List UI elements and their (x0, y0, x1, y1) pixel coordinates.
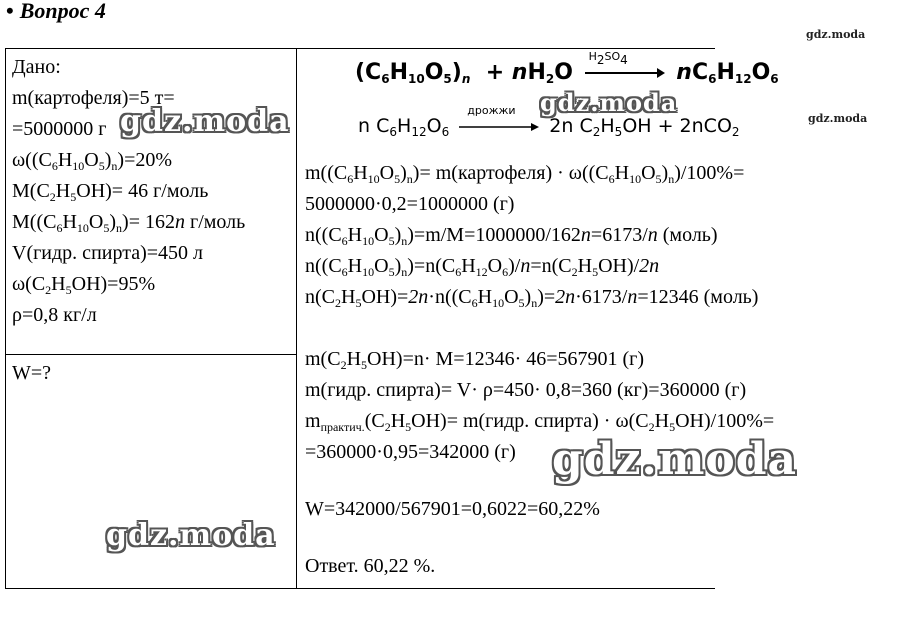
watermark-big: gdz.moda (106, 518, 276, 553)
fermentation-equation: n $C_6H_{12}O_6$ дрожжи 2n $C_2H_5OH + 2nCO_2$ (358, 103, 740, 139)
given-label: Дано: (12, 56, 61, 78)
solution-result: W=342000/567901=0,6022=60,22% (305, 498, 600, 520)
watermark-small: gdz.moda (806, 28, 866, 41)
given-mass-potato: m(картофеля)=5 т= (12, 87, 175, 109)
given-omega-ethanol: $\omega(C_2H_5OH)=95\%$ (12, 273, 156, 297)
given-molar-ethanol: $M(C_2H_5OH)= 46$ г/моль (12, 180, 209, 204)
reaction-arrow: дрожжи (459, 117, 539, 137)
watermark-big: gdz.moda (120, 104, 290, 139)
solution-line: $m(C_2H_5OH)=n\cdot M=12346\cdot 46=567901$ (г) (305, 348, 645, 372)
watermark-big: gdz.moda (540, 88, 678, 117)
bullet: • (6, 0, 14, 23)
reaction-arrow: $H_2SO_4$ (585, 63, 665, 83)
solution-line: m(гидр. спирта)= V· ρ=450· 0,8=360 (кг)=360000 (г) (305, 379, 747, 401)
question-title: Вопрос 4 (19, 0, 106, 23)
solution-line: $n((C_6H_{10}O_5)_n)=m/M=1000000/162n=6173/n$ (моль) (305, 224, 718, 248)
find-label: W=? (12, 362, 52, 384)
given-density: ρ=0,8 кг/л (12, 304, 97, 326)
solution-line: $n(C_2H_5OH)=2n\cdot n((C_6H_{10}O_5)_n)=2n\cdot 6173/n=12346$ (моль) (305, 286, 759, 310)
watermark-small: gdz.moda (808, 112, 868, 125)
given-volume: V(гидр. спирта)=450 л (12, 242, 203, 264)
given-omega-starch: $\omega((C_6H_{10}O_5)_n)=20\%$ (12, 149, 173, 173)
solution-line: $m((C_6H_{10}O_5)_n)=$ m(картофеля) · $\omega((C_6H_{10}O_5)_n)/100\%=$ (305, 162, 745, 186)
solution-line: $m_{практич.}(C_2H_5OH)=$ m(гидр. спирта) · $\omega(C_2H_5OH)/100\%=$ (305, 410, 775, 434)
question-heading (6, 0, 106, 24)
table-bottom-border (5, 588, 715, 589)
given-section (12, 52, 245, 331)
solution-line: =360000·0,95=342000 (г) (305, 441, 516, 463)
watermark-big: gdz.moda (552, 434, 798, 485)
given-molar-starch: $M((C_6H_{10}O_5)_n)= 162n$ г/моль (12, 211, 246, 235)
given-mass-potato-grams: =5000000 г (12, 118, 107, 140)
table-left-border (5, 48, 6, 589)
solution-line: $n((C_6H_{10}O_5)_n)=n(C_6H_{12}O_6)/n=n(C_2H_5OH)/2n$ (305, 255, 660, 279)
hydrolysis-equation: $(C_6H_{10}O_5)_n + nH_2O$ $H_2SO_4$ $nC_6H_{12}O_6$ (355, 50, 779, 86)
solution-line: 5000000·0,2=1000000 (г) (305, 193, 515, 215)
solution-answer: Ответ. 60,22 %. (305, 555, 436, 577)
solution-section (305, 158, 774, 582)
find-section (12, 358, 51, 389)
table-top-border (5, 48, 715, 49)
table-column-divider (296, 48, 297, 589)
table-row-divider (5, 354, 297, 355)
